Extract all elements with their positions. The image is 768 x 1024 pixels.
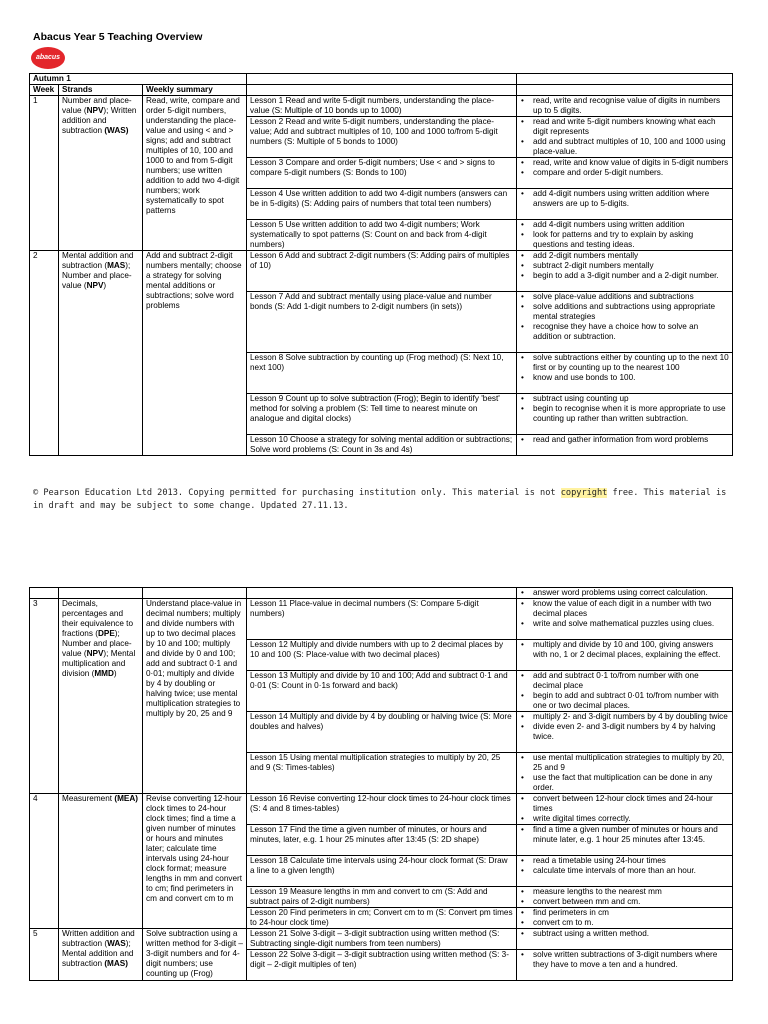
outcomes-cell: • answer word problems using correct calculation.: [517, 588, 733, 599]
column-header-blank: [247, 85, 517, 96]
weekly-summary: Read, write, compare and order 5-digit numbers, understanding the place-value and using < and > signs; add and subtract multiples of 10, 100 and 1000 to and from 5-digit numbers; use written addition to add two 4-digit numbers; work systematically to spot patterns: [143, 96, 247, 251]
outcomes-cell: • multiply 2- and 3-digit numbers by 4 by doubling twice • divide even 2- and 3-digit numbers by 4 by halving twice.: [517, 712, 733, 753]
lesson-cell: Lesson 3 Compare and order 5-digit numbers; Use < and > signs to compare 5-digit numbers (S: Bonds to 100): [247, 158, 517, 189]
lesson-cell: Lesson 18 Calculate time intervals using 24-hour clock format (S: Draw a line to a given length): [247, 856, 517, 887]
outcomes-cell: • subtract using a written method.: [517, 929, 733, 950]
outcomes-cell: • read a timetable using 24-hour times • calculate time intervals of more than an hour.: [517, 856, 733, 887]
week-strands: Written addition and subtraction (WAS); Mental addition and subtraction (MAS): [59, 929, 143, 981]
week-number: 3: [30, 599, 59, 794]
lesson-cell: Lesson 6 Add and subtract 2-digit numbers (S: Adding pairs of multiples of 10): [247, 251, 517, 292]
empty-cell: [30, 588, 59, 599]
lesson-cell: Lesson 22 Solve 3-digit – 3-digit subtraction using written method (S: 3-digit – 2-digit multiples of ten): [247, 950, 517, 981]
document-title: Abacus Year 5 Teaching Overview: [33, 31, 203, 43]
outcomes-cell: • add 4-digit numbers using written addition • look for patterns and try to explain by asking questions and testing ideas.: [517, 220, 733, 251]
weekly-summary: Understand place-value in decimal numbers; multiply and divide numbers with up to two decimal places by 10 and 100; multiply and divide by 0 and 100; add and subtract 0·1 and 0·01; multiply and divide by 4 by doubling or halving twice; use mental multiplication strategies to multiply by 20, 25 and 9: [143, 599, 247, 794]
term-heading-blank: [247, 74, 517, 85]
week-number: 5: [30, 929, 59, 981]
table-row: [30, 794, 733, 825]
lesson-cell: Lesson 16 Revise converting 12-hour clock times to 24-hour clock times (S: 4 and 8 times-tables): [247, 794, 517, 825]
weekly-summary: Add and subtract 2-digit numbers mentally; choose a strategy for solving mental additions or subtractions; solve word problems: [143, 251, 247, 456]
outcomes-cell: • use mental multiplication strategies to multiply by 20, 25 and 9 • use the fact that multiplication can be done in any order.: [517, 753, 733, 794]
week-number: 2: [30, 251, 59, 456]
lesson-cell: Lesson 5 Use written addition to add two 4-digit numbers; Work systematically to spot patterns (S: Count on and back from 4-digit numbers): [247, 220, 517, 251]
lesson-cell: Lesson 9 Count up to solve subtraction (Frog); Begin to identify 'best' method for solving a problem (S: Tell time to nearest minute on analogue and digital clocks): [247, 394, 517, 435]
lesson-cell: Lesson 8 Solve subtraction by counting up (Frog method) (S: Next 10, next 100): [247, 353, 517, 394]
outcomes-cell: • multiply and divide by 10 and 100, giving answers with no, 1 or 2 decimal places, explaining the effect.: [517, 640, 733, 671]
outcomes-cell: • read, write and know value of digits in 5-digit numbers • compare and order 5-digit numbers.: [517, 158, 733, 189]
lesson-cell: Lesson 1 Read and write 5-digit numbers, understanding the place-value (S: Multiple of 10 bonds up to 1000): [247, 96, 517, 117]
outcomes-cell: • add 4-digit numbers using written addition where answers are up to 5-digits.: [517, 189, 733, 220]
week-number: 4: [30, 794, 59, 929]
abacus-logo: abacus: [31, 47, 65, 69]
lesson-cell: Lesson 7 Add and subtract mentally using place-value and number bonds (S: Add 1-digit numbers to 2-digit numbers (in sets)): [247, 292, 517, 353]
outcomes-cell: • convert between 12-hour clock times and 24-hour times • write digital times correctly.: [517, 794, 733, 825]
overview-table-page-2: [29, 587, 733, 981]
outcomes-cell: • find perimeters in cm • convert cm to m.: [517, 908, 733, 929]
outcomes-cell: • measure lengths to the nearest mm • convert between mm and cm.: [517, 887, 733, 908]
outcomes-cell: • read and gather information from word problems: [517, 435, 733, 456]
lesson-cell: Lesson 21 Solve 3-digit – 3-digit subtraction using written method (S: Subtracting single-digit numbers from teen numbers): [247, 929, 517, 950]
outcomes-cell: • solve subtractions either by counting up to the next 10 first or by counting up to the nearest 100 • know and use bonds to 100.: [517, 353, 733, 394]
week-number: 1: [30, 96, 59, 251]
column-header-strands: Strands: [59, 85, 143, 96]
outcomes-cell: • read and write 5-digit numbers knowing what each digit represents • add and subtract multiples of 10, 100 and 1000 using place-value.: [517, 117, 733, 158]
week-strands: Decimals, percentages and their equivalence to fractions (DPE); Number and place-value (NPV); Mental multiplication and division (MMD): [59, 599, 143, 794]
empty-cell: [143, 588, 247, 599]
week-strands: Mental addition and subtraction (MAS); Number and place-value (NPV): [59, 251, 143, 456]
outcomes-cell: • know the value of each digit in a number with two decimal places • write and solve mathematical puzzles using clues.: [517, 599, 733, 640]
lesson-cell: Lesson 17 Find the time a given number of minutes, or hours and minutes, later, e.g. 1 hour 25 minutes after 13:45 (S: 2D shape): [247, 825, 517, 856]
outcomes-cell: • subtract using counting up • begin to recognise when it is more appropriate to use counting up rather than written subtraction.: [517, 394, 733, 435]
table-row: [30, 929, 733, 950]
lesson-cell: Lesson 20 Find perimeters in cm; Convert cm to m (S: Convert pm times to 24-hour clock time): [247, 908, 517, 929]
lesson-cell: Lesson 2 Read and write 5-digit numbers, understanding the place-value; Add and subtract multiples of 10, 100 and 1000 to/from 5-digit numbers (S: Multiple of 5 bonds to 1000): [247, 117, 517, 158]
week-strands: Number and place-value (NPV); Written addition and subtraction (WAS): [59, 96, 143, 251]
table-row: [30, 251, 733, 292]
weekly-summary: Revise converting 12-hour clock times to 24-hour clock times; find a time a given number of minutes or hours and minutes later; calculate time intervals using 24-hour clock format; measure lengths in mm and convert to cm; find perimeters in cm and convert cm to m: [143, 794, 247, 929]
column-header-blank: [517, 85, 733, 96]
lesson-cell: Lesson 10 Choose a strategy for solving mental addition or subtractions; Solve word problems (S: Count in 3s and 4s): [247, 435, 517, 456]
lesson-cell: Lesson 4 Use written addition to add two 4-digit numbers (answers can be in 5-digits) (S: Adding pairs of numbers that total teen numbers): [247, 189, 517, 220]
lesson-cell: Lesson 11 Place-value in decimal numbers (S: Compare 5-digit numbers): [247, 599, 517, 640]
table-row: [30, 588, 733, 599]
outcomes-cell: • add 2-digit numbers mentally • subtract 2-digit numbers mentally • begin to add a 3-digit number and a 2-digit number.: [517, 251, 733, 292]
week-strands: Measurement (MEA): [59, 794, 143, 929]
weekly-summary: Solve subtraction using a written method for 3-digit – 3-digit numbers and for 4-digit numbers; use counting up (Frog): [143, 929, 247, 981]
term-heading-blank: [517, 74, 733, 85]
term-heading: Autumn 1: [30, 74, 247, 85]
outcomes-cell: • solve place-value additions and subtractions • solve additions and subtractions using appropriate mental strategies • recognise they have a choice how to solve an addition or subtraction.: [517, 292, 733, 353]
outcomes-cell: • find a time a given number of minutes or hours and minute later, e.g. 1 hour 25 minutes after 13:45.: [517, 825, 733, 856]
empty-cell: [247, 588, 517, 599]
outcomes-cell: • solve written subtractions of 3-digit numbers where they have to move a ten and a hundred.: [517, 950, 733, 981]
empty-cell: [59, 588, 143, 599]
lesson-cell: Lesson 14 Multiply and divide by 4 by doubling or halving twice (S: More doubles and halves): [247, 712, 517, 753]
table-row: [30, 96, 733, 117]
lesson-cell: Lesson 13 Multiply and divide by 10 and 100; Add and subtract 0·1 and 0·01 (S: Count in 0·1s forward and back): [247, 671, 517, 712]
outcomes-cell: • add and subtract 0·1 to/from number with one decimal place • begin to add and subtract 0·01 to/from number with one or two decimal places.: [517, 671, 733, 712]
lesson-cell: Lesson 12 Multiply and divide numbers with up to 2 decimal places by 10 and 100 (S: Place-value with two decimal places): [247, 640, 517, 671]
column-header-week: Week: [30, 85, 59, 96]
copyright-footer: © Pearson Education Ltd 2013. Copying permitted for purchasing institution only. This material is not copyright free. This material is in draft and may be subject to some change. Updated 27.11.13.: [33, 488, 727, 511]
outcomes-cell: • read, write and recognise value of digits in numbers up to 5 digits.: [517, 96, 733, 117]
lesson-cell: Lesson 15 Using mental multiplication strategies to multiply by 20, 25 and 9 (S: Times-tables): [247, 753, 517, 794]
lesson-cell: Lesson 19 Measure lengths in mm and convert to cm (S: Add and subtract pairs of 2-digit numbers): [247, 887, 517, 908]
overview-table-page-1: [29, 73, 733, 456]
table-row: [30, 599, 733, 640]
column-header-summary: Weekly summary: [143, 85, 247, 96]
